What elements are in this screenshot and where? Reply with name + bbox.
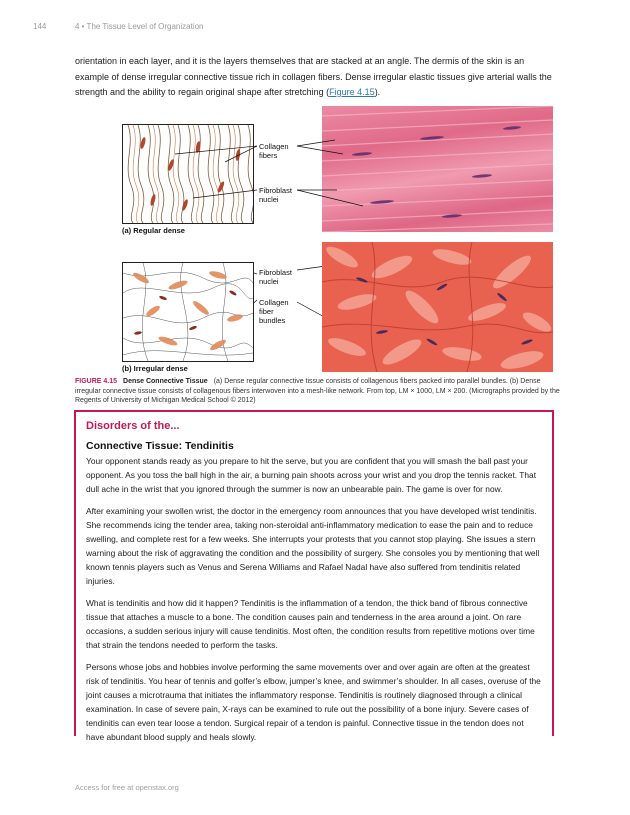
intro-paragraph [75, 54, 555, 101]
feature-paragraph: After examining your swollen wrist, the doctor in the emergency room announces that you have developed wrist tendinitis. She recommends icing the tender area, taking non-steroidal anti-inflammatory medication to ease the pain and to reduce swelling, and complete rest for a few weeks. She interrupts your protests that you cannot stop playing. She issues a stern warning about the risk of aggravating the condition and the possibility of surgery. She consoles you by mentioning that well known tennis players such as Venus and Serena Williams and Rafael Nadal have also suffered from tendinitis related injuries. [86, 506, 540, 586]
figure-4-15 [75, 102, 555, 377]
feature-heading: Disorders of the... [86, 420, 180, 432]
intro-text-end: ). [374, 87, 381, 97]
page-number: 144 [33, 22, 47, 31]
chapter-title: 4 • The Tissue Level of Organization [75, 22, 204, 31]
disorders-feature-box [74, 410, 554, 742]
feature-paragraph: Your opponent stands ready as you prepare to hit the serve, but you are confident that you will smash the ball past your opponent. As you toss the ball high in the air, a burning pain shoots across your wrist and you drop the tennis racket. That dull ache in the wrist that you ignored through the summer is now an unbearable pain. The game is over for now. [86, 456, 537, 494]
figure-number: FIGURE 4.15 [75, 378, 118, 385]
callout-collagen-bundles: Collagen fiber bundles [259, 298, 289, 325]
figure-caption [75, 377, 561, 406]
intro-text: orientation in each layer, and it is the layers themselves that are stacked at an angle. The dermis of the skin is an example of dense irregular connective tissue rich in collagen fibers. Dense irregular elastic tissues give arterial walls the strength and the ability to regain original shape after stretching ( [75, 56, 552, 97]
feature-subheading: Connective Tissue: Tendinitis [86, 440, 234, 452]
callout-collagen-fibers: Collagen fibers [259, 142, 289, 160]
figure-link[interactable]: Figure 4.15 [329, 87, 375, 97]
irregular-dense-illustration [122, 262, 254, 362]
figure-caption-text: (a) Dense regular connective tissue consists of collagenous fibers packed into parallel bundles. (b) Dense irregular connective tissue consists of collagenous fibers interwoven into a mesh-like network. From top, LM × 1000, LM × 200. (Micrographs provided by the Regents of University of Michigan Medical School © 2012) [75, 378, 560, 404]
callout-fibroblast-nuclei-a: Fibroblast nuclei [259, 186, 292, 204]
panel-b-label: (b) Irregular dense [122, 364, 188, 373]
irregular-dense-micrograph [322, 242, 553, 372]
figure-title: Dense Connective Tissue [123, 378, 208, 385]
page-footer: Access for free at openstax.org [75, 783, 179, 792]
feature-paragraph: What is tendinitis and how did it happen? Tendinitis is the inflammation of a tendon, the thick band of fibrous connective tissue that attaches a muscle to a bone. The condition causes pain and tenderness in the area around a joint. On rare occasions, a sudden serious injury will cause tendinitis. Most often, the condition results from repetitive motions over time that strain the tendons needed to perform the tasks. [86, 598, 535, 650]
feature-paragraph: Persons whose jobs and hobbies involve performing the same movements over and over again are often at the greatest risk of tendinitis. You hear of tennis and golfer’s elbow, jumper’s knee, and swimmer’s shoulder. In all cases, overuse of the joint causes a microtrauma that initiates the inflammatory response. Tendinitis is routinely diagnosed through a clinical examination. In case of severe pain, X-rays can be examined to rule out the possibility of a bone injury. Severe cases of tendinitis can even tear loose a tendon. Surgical repair of a tendon is painful. Connective tissue in the tendon does not have abundant blood supply and heals slowly. [86, 662, 541, 742]
callout-fibroblast-nuclei-b: Fibroblast nuclei [259, 268, 292, 286]
panel-a-label: (a) Regular dense [122, 226, 185, 235]
